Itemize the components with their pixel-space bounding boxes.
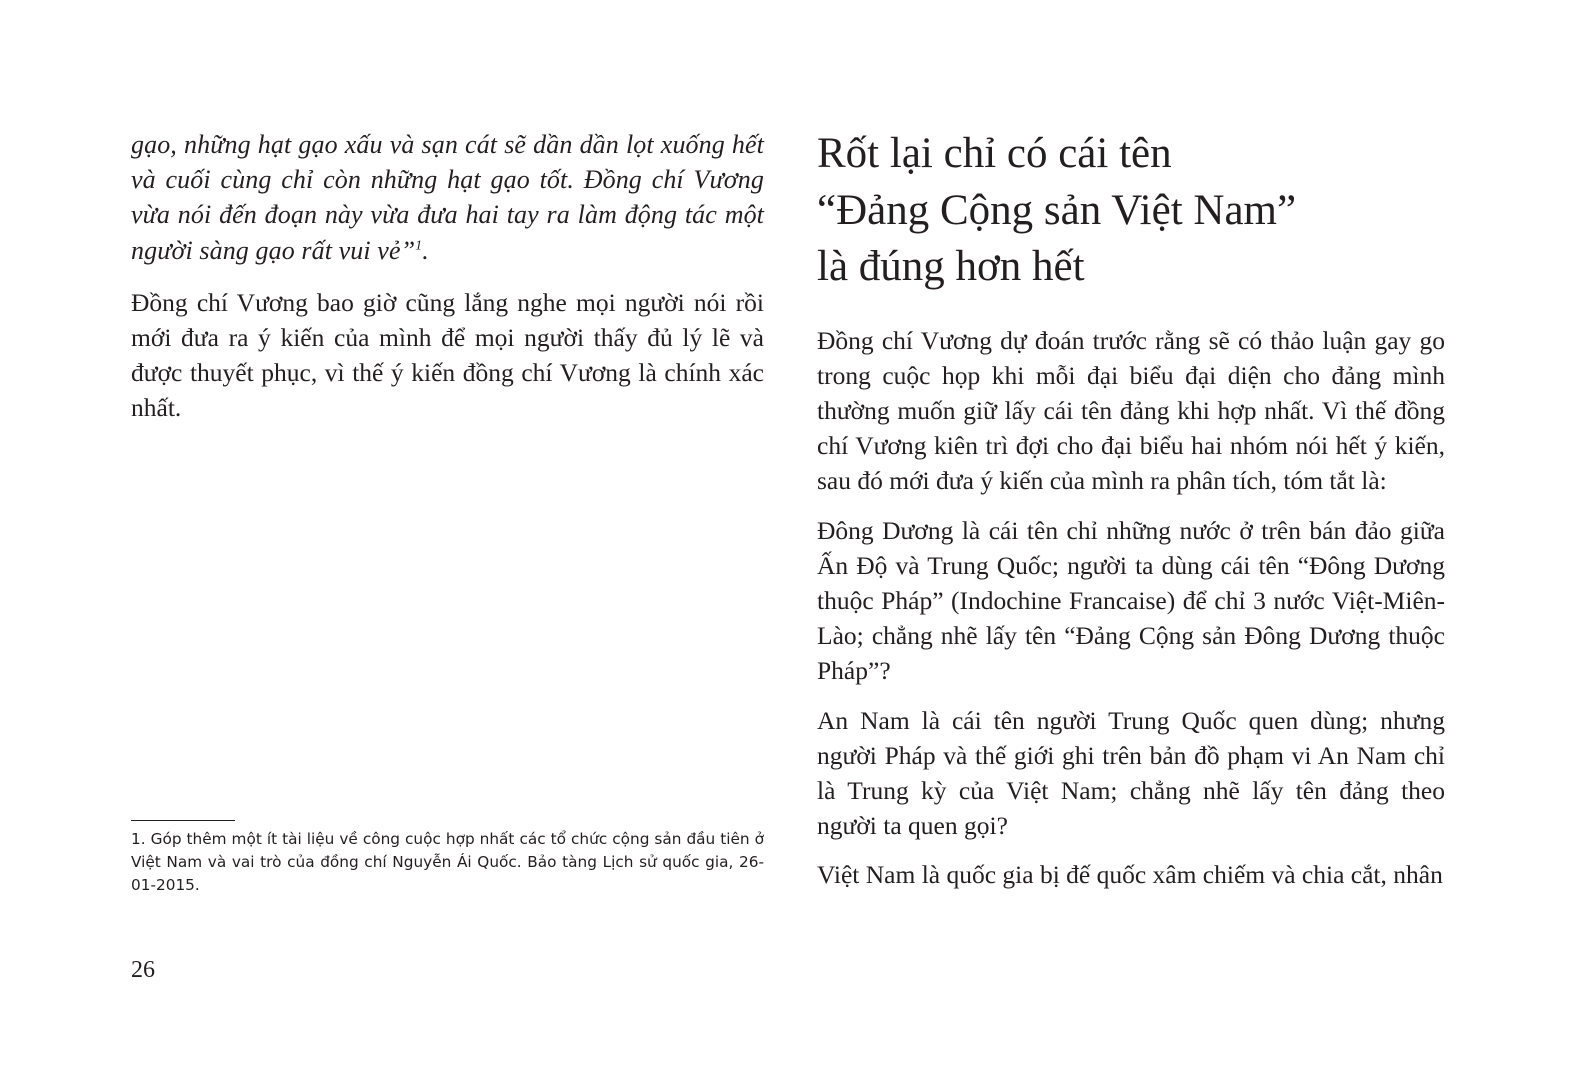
quote-paragraph [131,127,764,268]
body-paragraph: Đồng chí Vương dự đoán trước rằng sẽ có thảo luận gay go trong cuộc họp khi mỗi đại biểu đại diện cho đảng mình thường muốn giữ lấy cái tên đảng khi hợp nhất. Vì thế đồng chí Vương kiên trì đợi cho đại biểu hai nhóm nói hết ý kiến, sau đó mới đưa ý kiến của mình ra phân tích, tóm tắt là: [817,325,1445,496]
footnote-divider [131,820,235,821]
quote-text: gạo, những hạt gạo xấu và sạn cát sẽ dần dần lọt xuống hết và cuối cùng chỉ còn những hạt gạo tốt. Đồng chí Vương vừa nói đến đoạn này vừa đưa hai tay ra làm động tác một người sàng gạo rất vui vẻ” [131,130,764,265]
heading-line: “Đảng Cộng sản Việt Nam” [817,186,1297,234]
right-column [817,126,1445,893]
body-paragraph: Việt Nam là quốc gia bị đế quốc xâm chiếm và chia cắt, nhân [817,860,1443,890]
page-number: 26 [131,957,155,983]
footnote-reference: 1 [415,237,423,253]
heading-line: Rốt lại chỉ có cái tên [817,130,1172,177]
left-page [0,0,793,1070]
body-paragraph: Đồng chí Vương bao giờ cũng lắng nghe mọi người nói rồi mới đưa ra ý kiến của mình để mọi người thấy đủ lý lẽ và được thuyết phục, vì thế ý kiến đồng chí Vương là chính xác nhất. [131,287,764,423]
heading-line: là đúng hơn hết [817,243,1085,290]
body-paragraph: Đông Dương là cái tên chỉ những nước ở trên bán đảo giữa Ấn Độ và Trung Quốc; người ta dùng cái tên “Đông Dương thuộc Pháp” (Indochine Francaise) để chỉ 3 nước Việt-Miên-Lào; chẳng nhẽ lấy tên “Đảng Cộng sản Đông Dương thuộc Pháp”? [817,515,1445,686]
footnote: 1. Góp thêm một ít tài liệu về công cuộc hợp nhất các tổ chức cộng sản đầu tiên ở Việt Nam và vai trò của đồng chí Nguyễn Ái Quốc. Bảo tàng Lịch sử quốc gia, 26-01-2015. [131,830,764,894]
left-column [131,127,764,426]
section-heading [817,126,1445,296]
body-paragraph: An Nam là cái tên người Trung Quốc quen dùng; nhưng người Pháp và thế giới ghi trên bản đồ phạm vi An Nam chỉ là Trung kỳ của Việt Nam; chẳng nhẽ lấy tên đảng theo người ta quen gọi? [817,705,1445,841]
quote-end: . [422,235,429,265]
right-page [793,0,1587,1070]
